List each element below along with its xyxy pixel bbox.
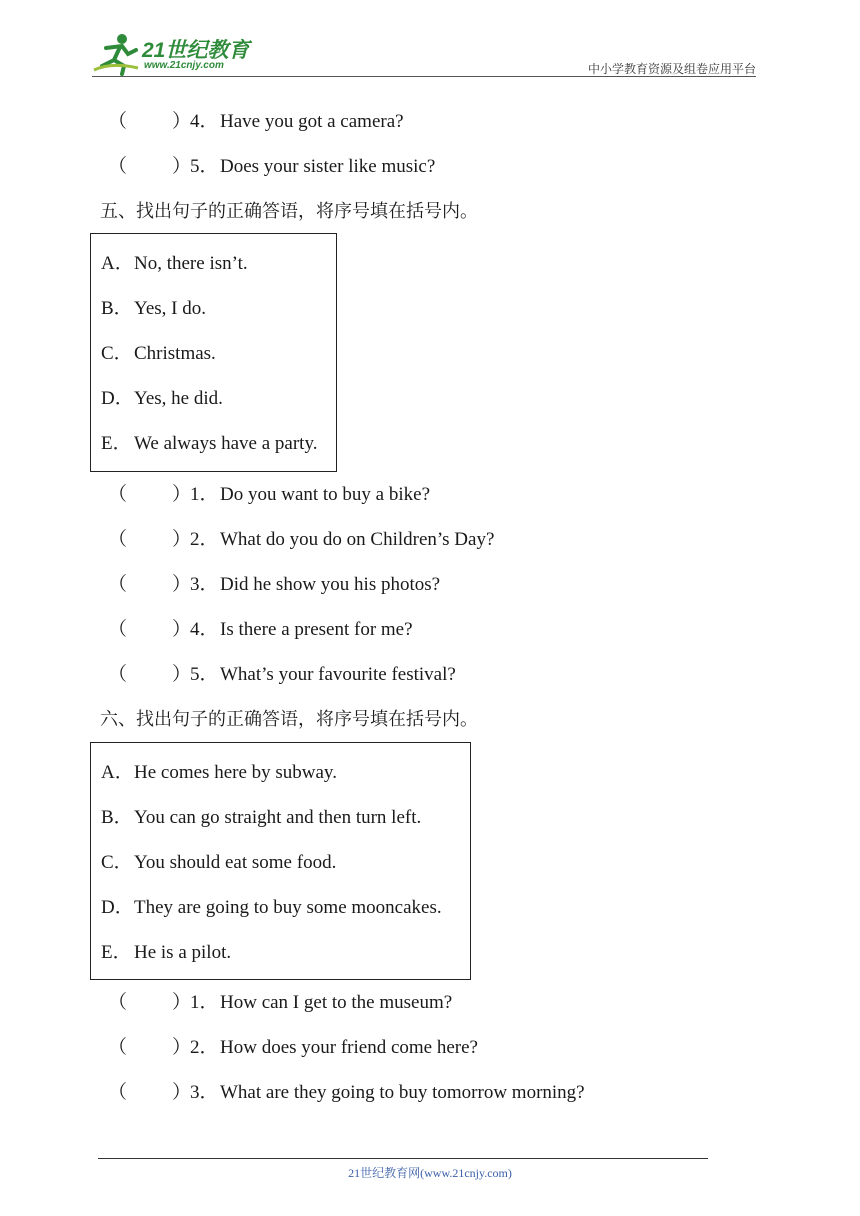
footer-link[interactable]: 21世纪教育网(www.21cnjy.com)	[348, 1166, 512, 1180]
platform-name: 中小学教育资源及组卷应用平台	[587, 62, 756, 76]
option-letter: B．	[101, 807, 133, 828]
option-text: Yes, he did.	[134, 388, 223, 409]
option-text: No, there isn’t.	[134, 253, 248, 274]
option-letter: D．	[101, 897, 134, 918]
question-number: 3．	[190, 574, 219, 595]
header-divider	[92, 76, 756, 77]
question-number: 1．	[190, 992, 219, 1013]
option-letter: E．	[101, 942, 132, 963]
site-logo[interactable]	[92, 32, 262, 76]
question-number: 1．	[190, 484, 219, 505]
option-text: Christmas.	[134, 343, 216, 364]
option-text: He comes here by subway.	[134, 762, 337, 783]
question-text: Did he show you his photos?	[220, 574, 441, 595]
question-text: Do you want to buy a bike?	[220, 484, 431, 505]
right-paren: ）	[172, 619, 192, 640]
option-text: He is a pilot.	[134, 942, 232, 963]
left-paren: （	[108, 529, 128, 550]
option-letter: C．	[101, 852, 133, 873]
left-paren: （	[108, 156, 128, 177]
footer-divider	[98, 1158, 708, 1159]
question-text: What’s your favourite festival?	[220, 664, 456, 685]
option-letter: C．	[101, 343, 133, 364]
question-number: 3．	[190, 1082, 219, 1103]
option-letter: D．	[101, 388, 134, 409]
left-paren: （	[108, 664, 128, 685]
left-paren: （	[108, 1037, 128, 1058]
left-paren: （	[108, 619, 128, 640]
question-text: Is there a present for me?	[220, 619, 413, 640]
option-text: Yes, I do.	[134, 298, 206, 319]
question-number: 5．	[190, 156, 219, 177]
right-paren: ）	[172, 529, 192, 550]
option-letter: A．	[101, 253, 134, 274]
section-6-title: 六、找出句子的正确答语，将序号填在括号内。	[100, 709, 478, 730]
logo-url: www.21cnjy.com	[144, 60, 224, 71]
question-text: How can I get to the museum?	[220, 992, 453, 1013]
option-text: You should eat some food.	[134, 852, 337, 873]
option-text: You can go straight and then turn left.	[134, 807, 422, 828]
right-paren: ）	[172, 1037, 192, 1058]
logo-text: 21世纪教育	[142, 39, 250, 62]
right-paren: ）	[172, 1082, 192, 1103]
section-5-title: 五、找出句子的正确答语，将序号填在括号内。	[100, 201, 478, 222]
right-paren: ）	[172, 111, 192, 132]
question-text: How does your friend come here?	[220, 1037, 478, 1058]
option-letter: A．	[101, 762, 134, 783]
question-number: 2．	[190, 529, 219, 550]
right-paren: ）	[172, 574, 192, 595]
page-header	[92, 30, 756, 78]
option-letter: E．	[101, 433, 132, 454]
right-paren: ）	[172, 484, 192, 505]
option-text: They are going to buy some mooncakes.	[134, 897, 442, 918]
left-paren: （	[108, 992, 128, 1013]
left-paren: （	[108, 574, 128, 595]
option-text: We always have a party.	[134, 433, 318, 454]
option-letter: B．	[101, 298, 133, 319]
question-number: 5．	[190, 664, 219, 685]
right-paren: ）	[172, 156, 192, 177]
left-paren: （	[108, 1082, 128, 1103]
question-number: 2．	[190, 1037, 219, 1058]
question-text: Does your sister like music?	[220, 156, 436, 177]
question-text: What do you do on Children’s Day?	[220, 529, 495, 550]
question-text: Have you got a camera?	[220, 111, 404, 132]
left-paren: （	[108, 484, 128, 505]
question-text: What are they going to buy tomorrow morning?	[220, 1082, 585, 1103]
left-paren: （	[108, 111, 128, 132]
section-5-options-box	[90, 233, 337, 472]
section-6-options-box	[90, 742, 471, 980]
runner-logo-icon	[92, 32, 142, 76]
right-paren: ）	[172, 992, 192, 1013]
right-paren: ）	[172, 664, 192, 685]
question-number: 4．	[190, 111, 219, 132]
question-number: 4．	[190, 619, 219, 640]
